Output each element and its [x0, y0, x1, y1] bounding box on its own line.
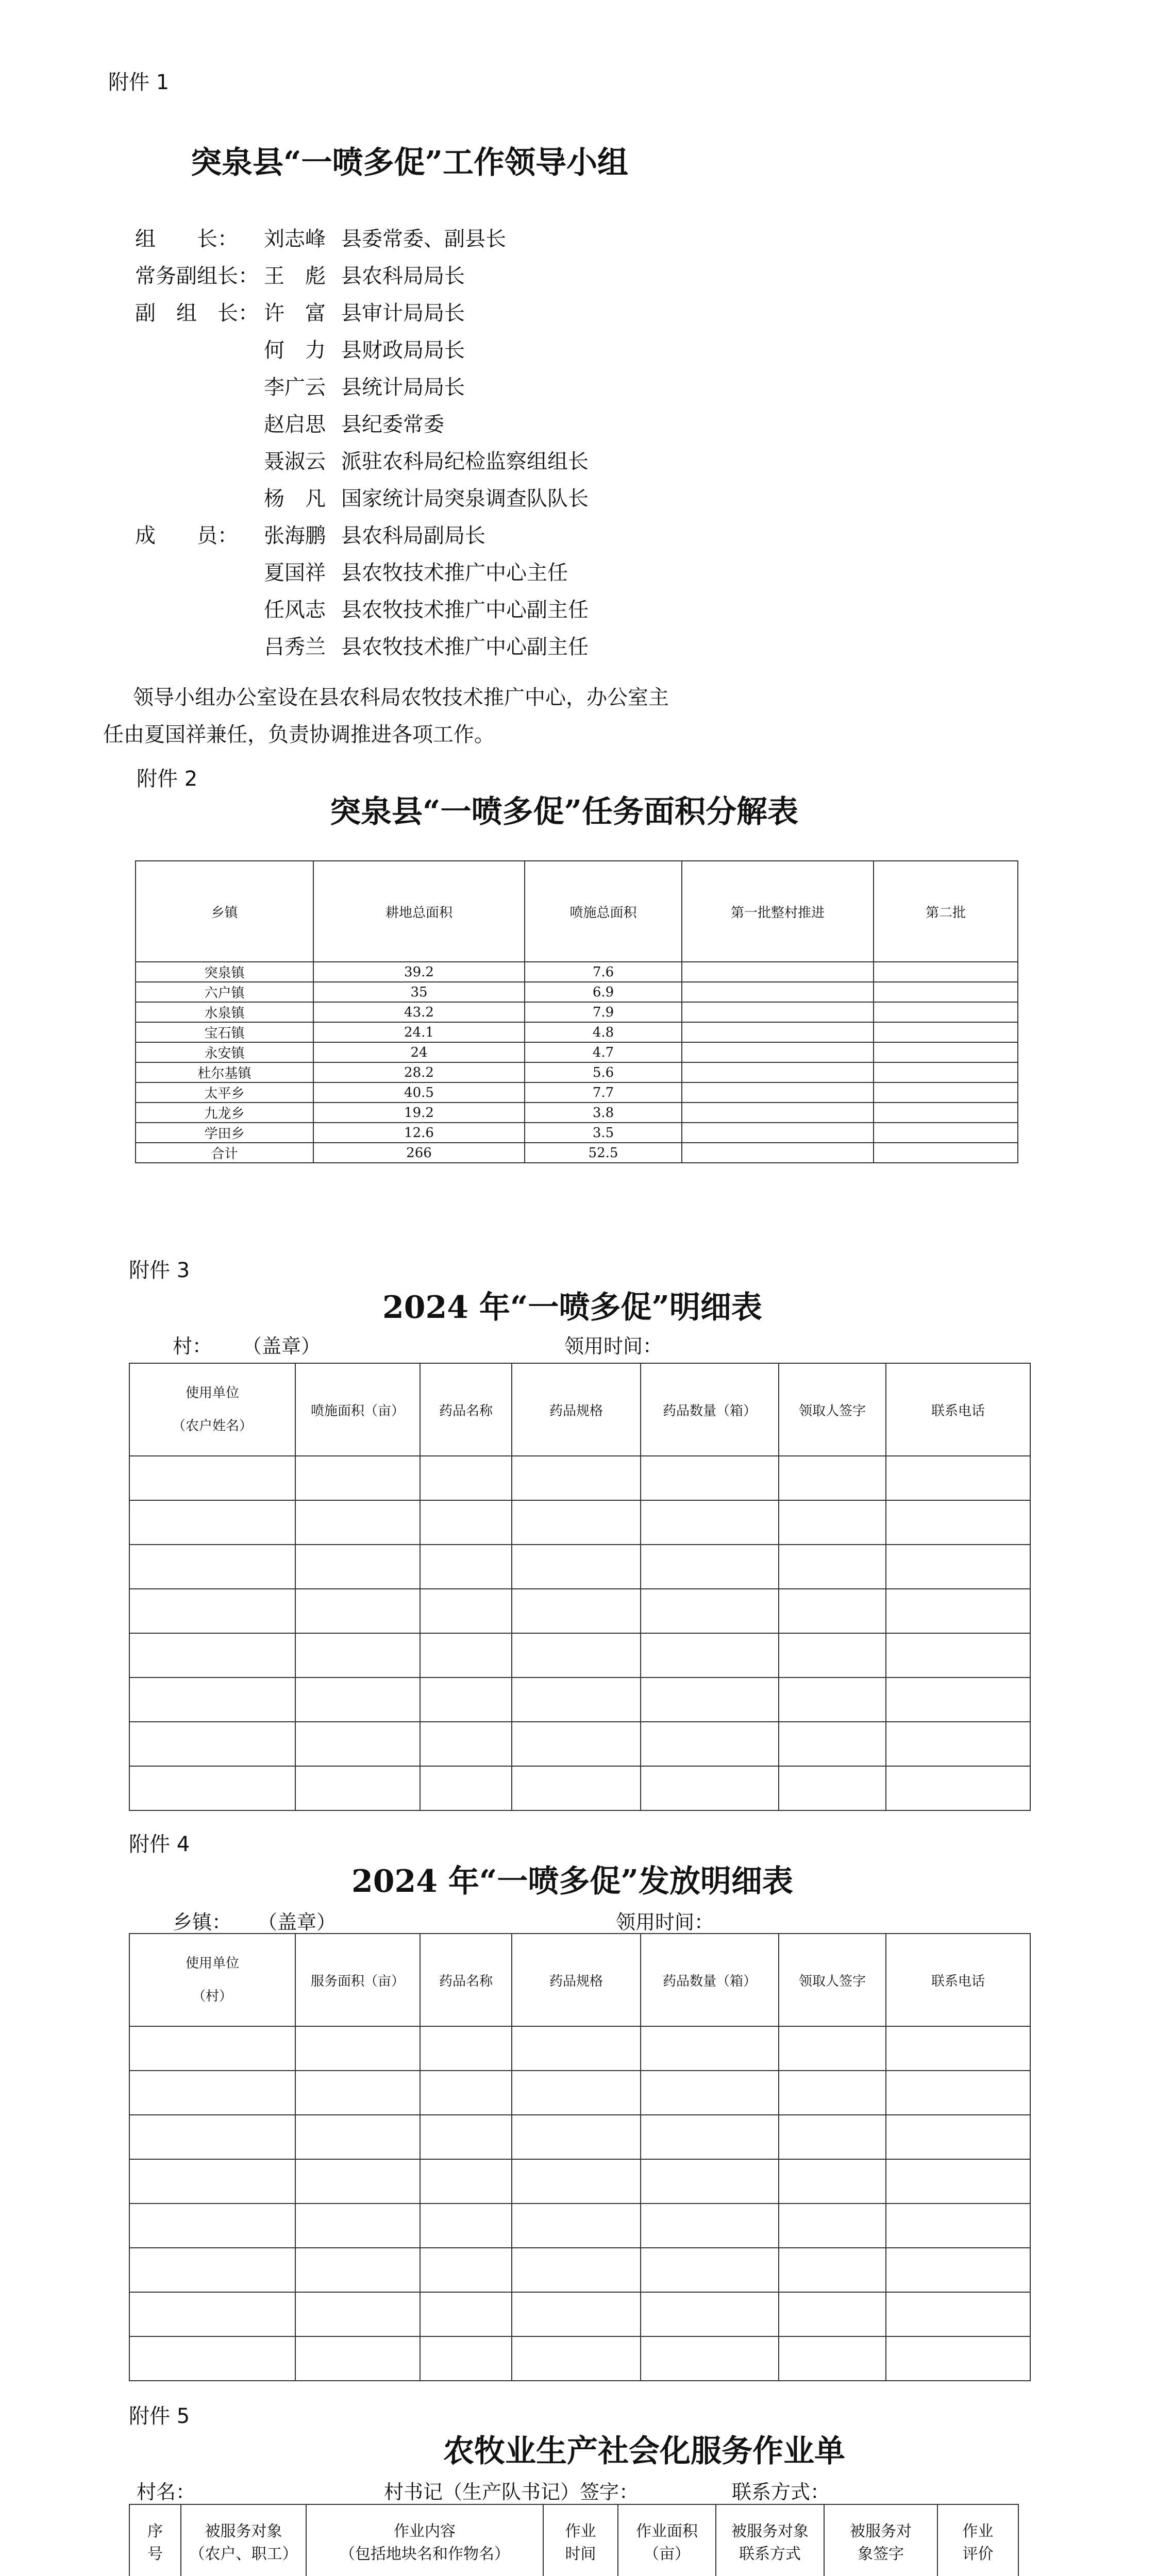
leader-post: 县审计局局长	[341, 301, 465, 325]
header-recipient-sign: 领取人签字	[779, 1934, 886, 2026]
blank-cell[interactable]	[420, 2336, 512, 2381]
leader-post: 县农牧技术推广中心主任	[341, 561, 568, 585]
annex3-village-label: 村：	[173, 1335, 212, 1358]
blank-cell[interactable]	[295, 2159, 420, 2204]
blank-cell[interactable]	[779, 2071, 886, 2115]
annex3-label: 附件 3	[129, 1259, 190, 1282]
blank-cell[interactable]	[641, 1722, 779, 1766]
table-row	[129, 1456, 1030, 1500]
town-cell: 太平乡	[136, 1082, 313, 1103]
town-cell: 突泉镇	[136, 962, 313, 982]
blank-cell[interactable]	[295, 2071, 420, 2115]
header-cell: 作业 评价	[937, 2504, 1018, 2576]
blank-cell[interactable]	[641, 2159, 779, 2204]
blank-cell[interactable]	[295, 2204, 420, 2248]
table-row	[136, 1143, 1018, 1163]
value-cell	[874, 1042, 1018, 1062]
blank-cell[interactable]	[641, 1766, 779, 1810]
blank-cell[interactable]	[779, 2292, 886, 2336]
header-cultivated-area: 耕地总面积	[313, 861, 525, 962]
blank-cell[interactable]	[420, 2071, 512, 2115]
leader-row	[135, 629, 908, 666]
value-cell: 40.5	[313, 1082, 525, 1103]
town-cell: 永安镇	[136, 1042, 313, 1062]
leader-row	[135, 406, 908, 443]
leader-post: 县委常委、副县长	[341, 227, 506, 251]
blank-cell[interactable]	[129, 1766, 295, 1810]
annex2-title: 突泉县“一喷多促”任务面积分解表	[330, 794, 799, 830]
blank-cell[interactable]	[779, 2115, 886, 2159]
leader-post: 县统计局局长	[341, 376, 465, 399]
blank-cell[interactable]	[886, 2159, 1030, 2204]
value-cell: 266	[313, 1143, 525, 1163]
blank-cell[interactable]	[295, 2026, 420, 2071]
blank-cell[interactable]	[512, 1722, 641, 1766]
value-cell	[874, 1002, 1018, 1022]
table-row	[129, 2159, 1030, 2204]
leader-name: 聂淑云	[264, 450, 326, 473]
leader-role: 组 长：	[135, 227, 238, 251]
blank-cell[interactable]	[420, 2204, 512, 2248]
value-cell: 6.9	[525, 982, 682, 1002]
blank-cell[interactable]	[886, 1589, 1030, 1633]
leader-post: 国家统计局突泉调查队队长	[341, 487, 589, 511]
header-cell: 作业内容 （包括地块名和作物名）	[306, 2504, 543, 2576]
table-row	[129, 2115, 1030, 2159]
value-cell	[874, 1143, 1018, 1163]
annex3-title: 2024 年“一喷多促”明细表	[382, 1290, 762, 1326]
blank-cell[interactable]	[512, 2292, 641, 2336]
blank-cell[interactable]	[886, 2292, 1030, 2336]
table-header-row	[129, 1934, 1030, 2026]
table-row	[129, 1500, 1030, 1545]
value-cell	[682, 1042, 874, 1062]
blank-cell[interactable]	[641, 2204, 779, 2248]
blank-cell[interactable]	[420, 2159, 512, 2204]
blank-cell[interactable]	[779, 1677, 886, 1722]
value-cell: 35	[313, 982, 525, 1002]
header-phone: 联系电话	[886, 1363, 1030, 1456]
annex5-village-label: 村名：	[137, 2481, 196, 2503]
blank-cell[interactable]	[779, 1722, 886, 1766]
leader-name: 刘志峰	[264, 227, 326, 251]
header-user-unit: 使用单位 （村）	[129, 1934, 295, 2026]
value-cell	[874, 1082, 1018, 1103]
value-cell: 28.2	[313, 1062, 525, 1082]
value-cell: 3.8	[525, 1103, 682, 1123]
header-user-unit: 使用单位 （农户姓名）	[129, 1363, 295, 1456]
blank-cell[interactable]	[512, 2115, 641, 2159]
blank-cell[interactable]	[129, 1456, 295, 1500]
blank-cell[interactable]	[641, 2026, 779, 2071]
blank-cell[interactable]	[886, 2115, 1030, 2159]
header-drug-spec: 药品规格	[512, 1934, 641, 2026]
blank-cell[interactable]	[641, 1500, 779, 1545]
blank-cell[interactable]	[420, 1677, 512, 1722]
leader-role: 成 员：	[135, 524, 238, 548]
blank-cell[interactable]	[779, 2159, 886, 2204]
header-batch2: 第二批	[874, 861, 1018, 962]
blank-cell[interactable]	[295, 2336, 420, 2381]
table-row	[129, 1589, 1030, 1633]
header-drug-qty: 药品数量（箱）	[641, 1363, 779, 1456]
leader-post: 县农科局局长	[341, 264, 465, 288]
blank-cell[interactable]	[129, 1722, 295, 1766]
blank-cell[interactable]	[420, 1456, 512, 1500]
blank-cell[interactable]	[129, 2292, 295, 2336]
value-cell: 7.9	[525, 1002, 682, 1022]
blank-cell[interactable]	[641, 1633, 779, 1677]
blank-cell[interactable]	[641, 2071, 779, 2115]
blank-cell[interactable]	[886, 1722, 1030, 1766]
leader-name: 何 力	[264, 338, 326, 362]
table-row	[129, 2204, 1030, 2248]
value-cell	[874, 962, 1018, 982]
leader-role: 常务副组长：	[135, 264, 259, 288]
table-row	[129, 1677, 1030, 1722]
blank-cell[interactable]	[129, 2248, 295, 2292]
leader-row	[135, 480, 908, 517]
value-cell	[874, 1062, 1018, 1082]
header-cell: 作业面积 （亩）	[618, 2504, 716, 2576]
blank-cell[interactable]	[420, 1500, 512, 1545]
value-cell	[682, 1082, 874, 1103]
blank-cell[interactable]	[641, 2292, 779, 2336]
task-area-table	[135, 860, 1018, 1163]
blank-cell[interactable]	[886, 2248, 1030, 2292]
table-header-row	[136, 861, 1018, 962]
blank-cell[interactable]	[779, 1456, 886, 1500]
annex4-seal-label: （盖章）	[258, 1911, 337, 1934]
blank-cell[interactable]	[420, 2248, 512, 2292]
value-cell	[682, 1002, 874, 1022]
value-cell	[874, 982, 1018, 1002]
town-cell: 合计	[136, 1143, 313, 1163]
blank-cell[interactable]	[512, 2248, 641, 2292]
value-cell: 7.7	[525, 1082, 682, 1103]
town-cell: 宝石镇	[136, 1022, 313, 1042]
value-cell	[682, 962, 874, 982]
blank-cell[interactable]	[129, 2071, 295, 2115]
blank-cell[interactable]	[641, 1589, 779, 1633]
leader-row	[135, 332, 908, 369]
leader-post: 县农牧技术推广中心副主任	[341, 598, 589, 622]
annex4-title: 2024 年“一喷多促”发放明细表	[351, 1863, 793, 1900]
value-cell: 39.2	[313, 962, 525, 982]
blank-cell[interactable]	[886, 2071, 1030, 2115]
header-town: 乡镇	[136, 861, 313, 962]
blank-cell[interactable]	[512, 1589, 641, 1633]
blank-cell[interactable]	[512, 2026, 641, 2071]
blank-cell[interactable]	[886, 2204, 1030, 2248]
town-cell: 水泉镇	[136, 1002, 313, 1022]
leader-row	[135, 221, 908, 258]
town-cell: 六户镇	[136, 982, 313, 1002]
blank-cell[interactable]	[129, 2115, 295, 2159]
table-row	[136, 1123, 1018, 1143]
table-row	[129, 1722, 1030, 1766]
value-cell: 24.1	[313, 1022, 525, 1042]
table-row	[129, 1633, 1030, 1677]
table-row	[129, 1766, 1030, 1810]
blank-cell[interactable]	[512, 2071, 641, 2115]
table-row	[136, 1042, 1018, 1062]
table-row	[136, 1022, 1018, 1042]
leader-name: 张海鹏	[264, 524, 326, 548]
blank-cell[interactable]	[129, 2159, 295, 2204]
leader-name: 李广云	[264, 376, 326, 399]
blank-cell[interactable]	[779, 2336, 886, 2381]
leader-name: 王 彪	[264, 264, 326, 288]
leader-row	[135, 591, 908, 629]
blank-cell[interactable]	[779, 2026, 886, 2071]
blank-cell[interactable]	[886, 1633, 1030, 1677]
town-cell: 九龙乡	[136, 1103, 313, 1123]
blank-cell[interactable]	[512, 1456, 641, 1500]
leader-name: 赵启思	[264, 413, 326, 436]
annex5-title: 农牧业生产社会化服务作业单	[443, 2433, 845, 2469]
annex5-secretary-label: 村书记（生产队书记）签字：	[384, 2481, 639, 2503]
annex4-label: 附件 4	[129, 1833, 190, 1856]
blank-cell[interactable]	[129, 1589, 295, 1633]
blank-cell[interactable]	[129, 2204, 295, 2248]
town-cell: 杜尔基镇	[136, 1062, 313, 1082]
town-cell: 学田乡	[136, 1123, 313, 1143]
blank-cell[interactable]	[512, 1766, 641, 1810]
leader-post: 县农牧技术推广中心副主任	[341, 635, 589, 659]
annex4-time-label: 领用时间：	[616, 1911, 714, 1934]
blank-cell[interactable]	[886, 1500, 1030, 1545]
blank-cell[interactable]	[886, 2336, 1030, 2381]
leader-row	[135, 443, 908, 480]
leader-row	[135, 369, 908, 406]
blank-cell[interactable]	[641, 2248, 779, 2292]
blank-cell[interactable]	[641, 1545, 779, 1589]
annex5-contact-label: 联系方式：	[732, 2481, 830, 2503]
table-row	[136, 982, 1018, 1002]
annex2-label: 附件 2	[137, 767, 198, 791]
blank-cell[interactable]	[420, 2115, 512, 2159]
table-header-row	[129, 2504, 1018, 2576]
blank-cell[interactable]	[295, 1766, 420, 1810]
table-row	[129, 2292, 1030, 2336]
header-spray-area: 喷施总面积	[525, 861, 682, 962]
blank-cell[interactable]	[886, 1677, 1030, 1722]
header-drug-spec: 药品规格	[512, 1363, 641, 1456]
blank-cell[interactable]	[512, 2336, 641, 2381]
value-cell: 4.8	[525, 1022, 682, 1042]
blank-cell[interactable]	[886, 1766, 1030, 1810]
header-cell: 被服务对 象签字	[824, 2504, 937, 2576]
blank-cell[interactable]	[512, 2159, 641, 2204]
annex4-town-label: 乡镇：	[173, 1911, 232, 1934]
blank-cell[interactable]	[295, 1589, 420, 1633]
value-cell: 24	[313, 1042, 525, 1062]
blank-cell[interactable]	[779, 1633, 886, 1677]
blank-cell[interactable]	[129, 1545, 295, 1589]
leader-post: 县纪委常委	[341, 413, 444, 436]
blank-cell[interactable]	[295, 2292, 420, 2336]
leader-post: 派驻农科局纪检监察组组长	[341, 450, 589, 473]
header-drug-name: 药品名称	[420, 1363, 512, 1456]
value-cell: 43.2	[313, 1002, 525, 1022]
blank-cell[interactable]	[886, 1545, 1030, 1589]
distribution-table	[129, 1933, 1031, 2381]
blank-cell[interactable]	[295, 1633, 420, 1677]
annex3-seal-label: （盖章）	[242, 1335, 321, 1358]
value-cell: 7.6	[525, 962, 682, 982]
leader-row	[135, 517, 908, 554]
annex1-note-line2: 任由夏国祥兼任，负责协调推进各项工作。	[103, 723, 495, 747]
table-row	[129, 2026, 1030, 2071]
blank-cell[interactable]	[295, 1456, 420, 1500]
header-batch1: 第一批整村推进	[682, 861, 874, 962]
header-spray-area: 喷施面积（亩）	[295, 1363, 420, 1456]
blank-cell[interactable]	[129, 1633, 295, 1677]
header-service-area: 服务面积（亩）	[295, 1934, 420, 2026]
blank-cell[interactable]	[420, 2292, 512, 2336]
blank-cell[interactable]	[512, 1677, 641, 1722]
blank-cell[interactable]	[295, 1500, 420, 1545]
leader-name: 夏国祥	[264, 561, 326, 585]
value-cell	[874, 1103, 1018, 1123]
blank-cell[interactable]	[641, 2115, 779, 2159]
leader-role: 副 组 长：	[135, 301, 259, 325]
header-cell: 被服务对象 联系方式	[716, 2504, 824, 2576]
header-cell: 被服务对象 （农户、职工）	[181, 2504, 306, 2576]
table-row	[136, 1103, 1018, 1123]
leader-name: 许 富	[264, 301, 326, 325]
blank-cell[interactable]	[641, 2336, 779, 2381]
leader-row	[135, 295, 908, 332]
leader-row	[135, 258, 908, 295]
value-cell	[682, 1103, 874, 1123]
blank-cell[interactable]	[512, 1545, 641, 1589]
blank-cell[interactable]	[512, 1500, 641, 1545]
leader-name: 杨 凡	[264, 487, 326, 511]
table-row	[129, 2248, 1030, 2292]
table-row	[129, 2336, 1030, 2381]
blank-cell[interactable]	[420, 1766, 512, 1810]
value-cell	[874, 1123, 1018, 1143]
blank-cell[interactable]	[420, 1633, 512, 1677]
value-cell	[682, 1062, 874, 1082]
header-recipient-sign: 领取人签字	[779, 1363, 886, 1456]
value-cell	[682, 1022, 874, 1042]
annex5-label: 附件 5	[129, 2404, 190, 2428]
header-phone: 联系电话	[886, 1934, 1030, 2026]
table-row	[129, 2071, 1030, 2115]
blank-cell[interactable]	[886, 1456, 1030, 1500]
blank-cell[interactable]	[779, 1500, 886, 1545]
value-cell	[874, 1022, 1018, 1042]
leader-row	[135, 554, 908, 591]
blank-cell[interactable]	[295, 2115, 420, 2159]
blank-cell[interactable]	[779, 2204, 886, 2248]
annex1-label: 附件 1	[108, 71, 170, 94]
blank-cell[interactable]	[779, 1545, 886, 1589]
blank-cell[interactable]	[295, 1677, 420, 1722]
blank-cell[interactable]	[420, 2026, 512, 2071]
header-drug-name: 药品名称	[420, 1934, 512, 2026]
table-header-row	[129, 1363, 1030, 1456]
table-row	[136, 1062, 1018, 1082]
value-cell	[682, 982, 874, 1002]
leader-post: 县农科局副局长	[341, 524, 485, 548]
blank-cell[interactable]	[129, 1677, 295, 1722]
header-cell: 作业 时间	[543, 2504, 618, 2576]
value-cell: 19.2	[313, 1103, 525, 1123]
annex1-title: 突泉县“一喷多促”工作领导小组	[191, 145, 629, 181]
annex1-note-line1: 领导小组办公室设在县农科局农牧技术推广中心，办公室主	[133, 686, 669, 709]
header-drug-qty: 药品数量（箱）	[641, 1934, 779, 2026]
table-row	[136, 1082, 1018, 1103]
table-row	[129, 1545, 1030, 1589]
value-cell: 12.6	[313, 1123, 525, 1143]
leader-list	[135, 221, 908, 669]
blank-cell[interactable]	[886, 2026, 1030, 2071]
value-cell	[682, 1143, 874, 1163]
blank-cell[interactable]	[129, 2336, 295, 2381]
blank-cell[interactable]	[512, 2204, 641, 2248]
blank-cell[interactable]	[641, 1456, 779, 1500]
leader-name: 任风志	[264, 598, 326, 622]
header-cell: 序 号	[129, 2504, 181, 2576]
blank-cell[interactable]	[295, 2248, 420, 2292]
value-cell: 52.5	[525, 1143, 682, 1163]
blank-cell[interactable]	[129, 2026, 295, 2071]
blank-cell[interactable]	[420, 1722, 512, 1766]
table-row	[136, 962, 1018, 982]
blank-cell[interactable]	[420, 1589, 512, 1633]
annex3-time-label: 领用时间：	[564, 1335, 663, 1358]
table-row	[136, 1002, 1018, 1022]
blank-cell[interactable]	[129, 1500, 295, 1545]
blank-cell[interactable]	[641, 1677, 779, 1722]
blank-cell[interactable]	[295, 1545, 420, 1589]
value-cell	[682, 1123, 874, 1143]
detail-table	[129, 1363, 1031, 1811]
blank-cell[interactable]	[295, 1722, 420, 1766]
leader-post: 县财政局局长	[341, 338, 465, 362]
leader-name: 吕秀兰	[264, 635, 326, 659]
blank-cell[interactable]	[779, 1589, 886, 1633]
value-cell: 3.5	[525, 1123, 682, 1143]
value-cell: 4.7	[525, 1042, 682, 1062]
blank-cell[interactable]	[779, 2248, 886, 2292]
blank-cell[interactable]	[420, 1545, 512, 1589]
blank-cell[interactable]	[779, 1766, 886, 1810]
value-cell: 5.6	[525, 1062, 682, 1082]
blank-cell[interactable]	[512, 1633, 641, 1677]
service-order-table	[129, 2504, 1019, 2576]
